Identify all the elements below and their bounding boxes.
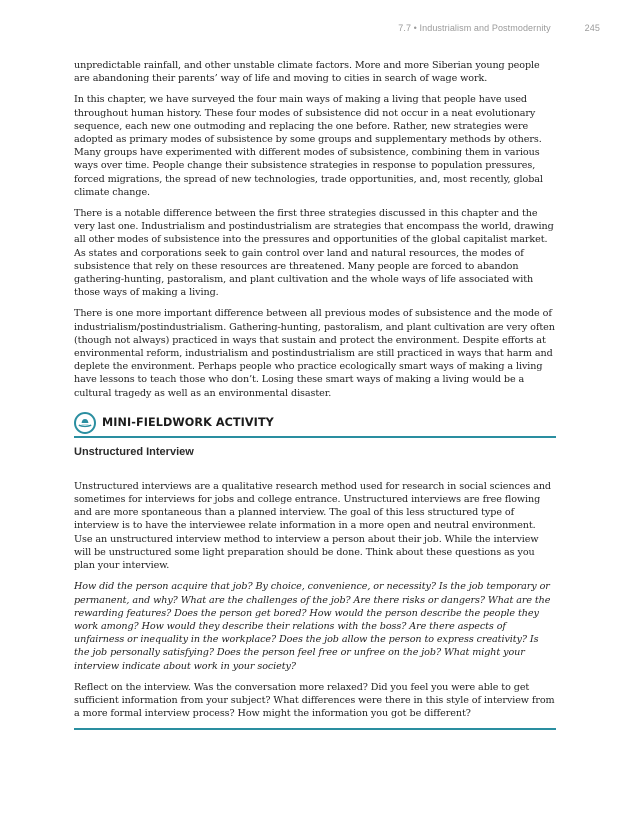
- body-paragraph: unpredictable rainfall, and other unstable climate factors. More and more Siberian young people are abandoning their parents’ way of life and moving to cities in search of wage work.: [74, 60, 540, 85]
- activity-intro: Unstructured interviews are a qualitative research method used for research in social sciences and sometimes for interviews for jobs and college entrance. Unstructured interviews are free flowing and are more spontaneous than a planned interview. The goal of this less structured type of interview is to have the interviewee relate information in a more open and neutral environment. Use an unstructured interview method to interview a person about their job. While the interview will be unstructured some light preparation should be done. Think about these questions as you plan your interview.: [74, 480, 551, 572]
- running-head: [300, 23, 600, 33]
- activity-reflection: Reflect on the interview. Was the conversation more relaxed? Did you feel you were able to get sufficient information from your subject? What differences were there in this style of interview from a more formal interview process? How might the information you got be different?: [74, 681, 555, 720]
- body-paragraph: There is one more important difference between all previous modes of subsistence and the mode of industrialism/postindustrialism. Gathering-hunting, pastoralism, and plant cultivation are very often (though not always) practiced in ways that sustain and protect the environment. Despite efforts at environmental reform, industrialism and postindustrialism are still practiced in ways that harm and deplete the environment. Perhaps people who practice ecologically smart ways of making a living have lessons to teach those who don’t. Losing these smart ways of making a living would be a cultural tragedy as well as an environmental disaster.: [74, 308, 555, 399]
- activity-bottom-rule: [74, 728, 556, 730]
- page-content: [74, 59, 556, 730]
- activity-subtitle: Unstructured Interview: [74, 445, 194, 458]
- page-number: 245: [584, 23, 600, 33]
- activity-title: MINI-FIELDWORK ACTIVITY: [102, 416, 274, 430]
- body-paragraph: There is a notable difference between the first three strategies discussed in this chapter and the very last one. Industrialism and postindustrialism are strategies that encompass the world, drawing all other modes of subsistence into the pressures and opportunities of the global capitalist market. As states and corporations seek to gain control over land and natural resources, the modes of subsistence that rely on these resources are threatened. Many people are forced to abandon gathering-hunting, pastoralism, and plant cultivation and the whole ways of life associated with those ways of making a living.: [74, 208, 554, 299]
- fieldwork-hat-icon: [74, 412, 96, 434]
- activity-questions: How did the person acquire that job? By choice, convenience, or necessity? Is the job temporary or permanent, and why? What are the challenges of the job? Are there risks or dangers? What are the rewarding features? Does the person get bored? How would the person describe the people they work among? How would they describe their relations with the boss? Are there aspects of unfairness or inequality in the workplace? Does the job allow the person to express creativity? Is the job personally satisfying? Does the person feel free or unfree on the job? What might your interview indicate about work in your society?: [74, 581, 551, 672]
- running-head-title: 7.7 • Industrialism and Postmodernity: [398, 23, 551, 33]
- activity-header: [74, 412, 556, 438]
- body-paragraph: In this chapter, we have surveyed the four main ways of making a living that people have used throughout human history. These four modes of subsistence did not occur in a neat evolutionary sequence, each new one outmoding and replacing the one before. Rather, new strategies were adopted as primary modes of subsistence by some groups and supplementary methods by others. Many groups have experimented with different modes of subsistence, combining them in various ways over time. People change their subsistence strategies in response to population pressures, forced migrations, the spread of new technologies, trade opportunities, and, most recently, global climate change.: [74, 94, 543, 198]
